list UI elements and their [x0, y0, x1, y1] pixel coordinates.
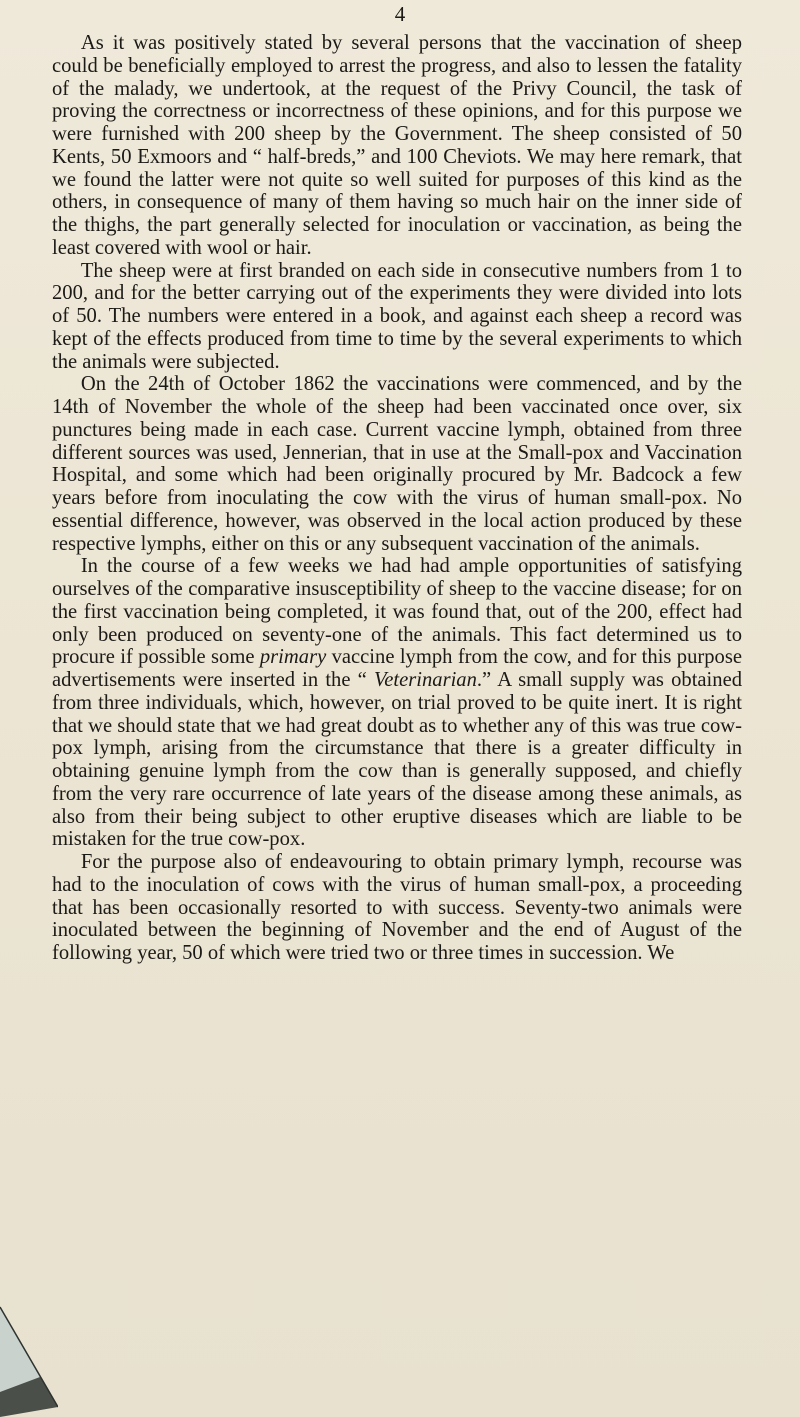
paragraph-text: .” A small supply was obtained from three individuals, which, however, on trial proved to be quite inert. It is right that we should state that we had great doubt as to whether any of this was true cow-pox lymph, arising from the circumstance that there is a greater difficulty in obtaining genuine lymph from the cow than is generally supposed, and chiefly from the very rare occurrence of late years of the disease among these animals, as also from their being subject to other eruptive diseases which are liable to be mistaken for the true cow-pox.: [52, 669, 743, 851]
folded-corner-icon: [0, 1297, 58, 1417]
paragraph: As it was positively stated by several persons that the vaccination of sheep could be beneficially employed to arrest the progress, and also to lessen the fatality of the malady, we undertook, at the request of the Privy Council, the task of proving the correctness or incorrectness of these opinions, and for this purpose we were furnished with 200 sheep by the Government. The sheep consisted of 50 Kents, 50 Exmoors and “ half-breds,” and 100 Cheviots. We may here remark, that we found the latter were not quite so well suited for purposes of this kind as the others, in consequence of many of them having so much hair on the inner side of the thighs, the part generally selected for inoculation or vaccination, as being the least covered with wool or hair.: [52, 32, 742, 259]
paragraph: The sheep were at first branded on each side in consecutive numbers from 1 to 200, and for the better carrying out of the experiments they were divided into lots of 50. The numbers were entered in a book, and against each sheep a record was kept of the effects produced from time to time by the several experiments to which the animals were subjected.: [52, 259, 742, 373]
emphasis-text: primary: [259, 646, 327, 669]
page-number: 4: [394, 2, 406, 26]
paragraph-text: vaccine lymph from the cow, and for this purpose advertisements were inserted in the “: [52, 646, 742, 691]
paragraph-text: In the course of a few weeks we had had ample opportunities of satisfying ourselves of the comparative insusceptibility of sheep to the vaccine disease; for on the first vaccination being completed, it was found that, out of the 200, effect had only been produced on seventy-one of the animals. This fact determined us to procure if possible some: [52, 555, 742, 669]
journal-title: Veterinarian: [373, 669, 477, 691]
paragraph: On the 24th of October 1862 the vaccinations were commenced, and by the 14th of November the whole of the sheep had been vaccinated once over, six punctures being made in each case. Current vaccine lymph, obtained from three different sources was used, Jennerian, that in use at the Small-pox and Vaccination Hospital, and some which had been originally procured by Mr. Badcock a few years before from inoculating the cow with the virus of human small-pox. No essential difference, however, was observed in the local action produced by these respective lymphs, either on this or any subsequent vaccination of the animals.: [52, 373, 742, 555]
page-body: [52, 32, 742, 965]
paragraph: [52, 555, 742, 851]
paragraph: For the purpose also of endeavouring to obtain primary lymph, recourse was had to the inoculation of cows with the virus of human small-pox, a proceeding that has been occasionally resorted to with success. Seventy-two animals were inoculated between the beginning of November and the end of August of the following year, 50 of which were tried two or three times in succession. We: [52, 851, 742, 964]
